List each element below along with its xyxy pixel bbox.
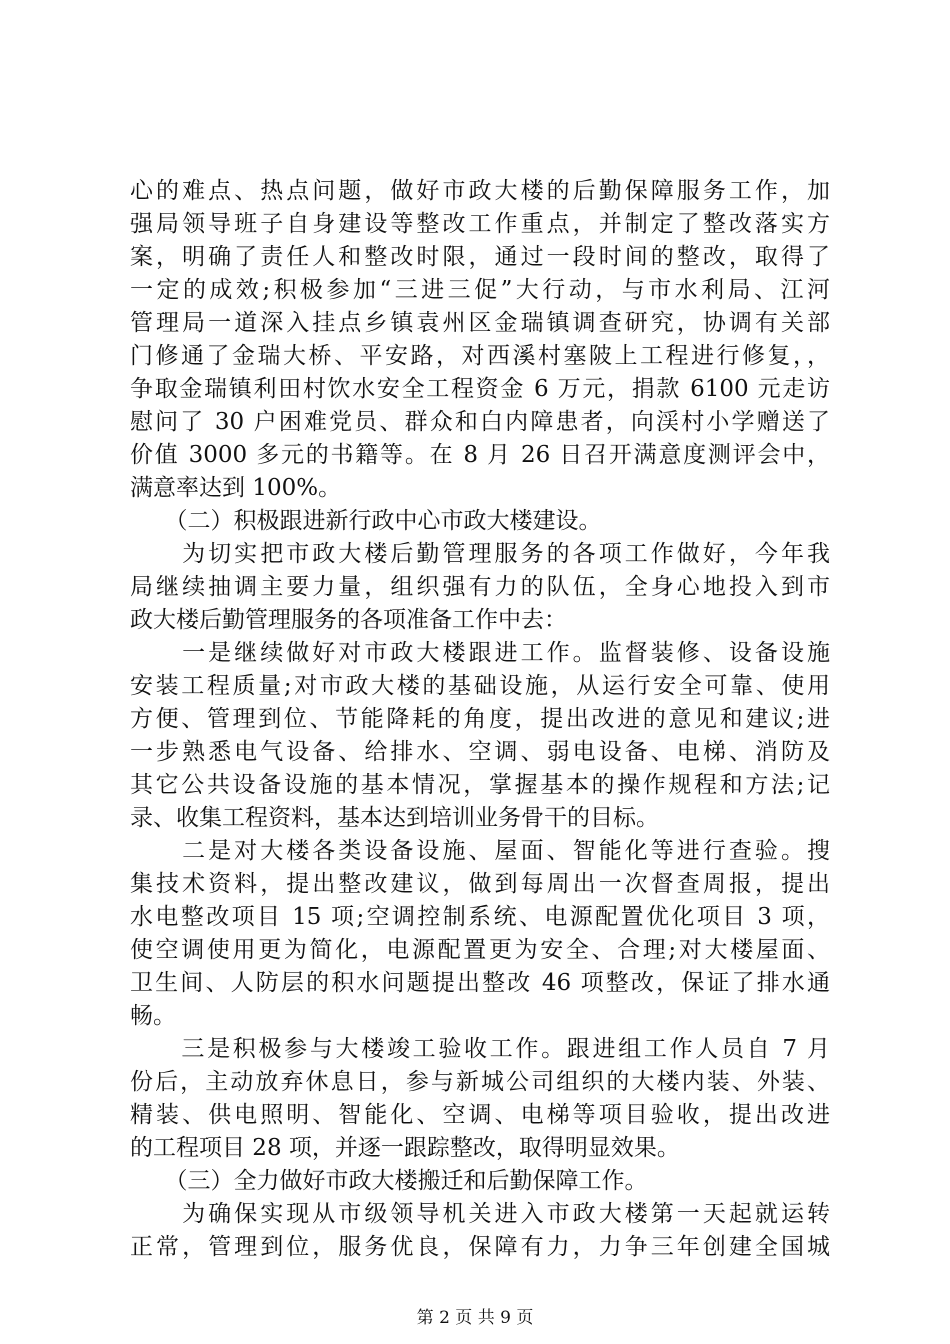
body-text-line: 集技术资料，提出整改建议，做到每周出一次督查周报，提出 — [130, 871, 830, 897]
body-text-line: 慰问了 30 户困难党员、群众和白内障患者，向渓村小学赠送了 — [130, 409, 830, 435]
body-text-line: 方便、管理到位、节能降耗的角度，提出改进的意见和建议;进 — [130, 706, 830, 732]
body-text-line: 卫生间、人防层的积水问题提出整改 46 项整改，保证了排水通 — [130, 970, 830, 996]
body-text-line: 正常，管理到位，服务优良，保障有力，力争三年创建全国城 — [130, 1234, 830, 1260]
body-text-line: 其它公共设备设施的基本情况，掌握基本的操作规程和方法;记 — [130, 772, 830, 798]
body-text-line: 录、收集工程资料，基本达到培训业务骨干的目标。 — [130, 805, 659, 831]
body-text-line: 安装工程质量;对市政大楼的基础设施，从运行安全可靠、使用 — [130, 673, 830, 699]
body-text-line: 畅。 — [130, 1003, 176, 1029]
body-text-line: 精装、供电照明、智能化、空调、电梯等项目验收，提出改进 — [130, 1102, 830, 1128]
body-text-line: 门修通了金瑞大桥、平安路，对西溪村塞陂上工程进行修复，， — [130, 343, 830, 369]
body-text-line: 局继续抽调主要力量，组织强有力的队伍，全身心地投入到市 — [130, 574, 830, 600]
body-text-line: 为切实把市政大楼后勤管理服务的各项工作做好，今年我 — [130, 541, 830, 567]
body-text-line: 二是对大楼各类设备设施、屋面、智能化等进行查验。搜 — [130, 838, 830, 864]
body-text-line: 管理局一道深入挂点乡镇袁州区金瑞镇调查研究，协调有关部 — [130, 310, 830, 336]
body-text-line: 使空调使用更为简化，电源配置更为安全、合理;对大楼屋面、 — [130, 937, 830, 963]
body-text-line: 心的难点、热点问题，做好市政大楼的后勤保障服务工作，加 — [130, 178, 830, 204]
body-text-line: 一定的成效;积极参加“三进三促”大行动，与市水利局、江河 — [130, 277, 830, 303]
section-heading: （二）积极跟进新行政中心市政大楼建设。 — [130, 508, 602, 534]
section-heading: （三）全力做好市政大楼搬迁和后勤保障工作。 — [130, 1168, 648, 1194]
body-text-line: 份后，主动放弃休息日，参与新城公司组织的大楼内装、外装、 — [130, 1069, 830, 1095]
body-text-line: 一是继续做好对市政大楼跟进工作。监督装修、设备设施 — [130, 640, 830, 666]
body-text-line: 争取金瑞镇利田村饮水安全工程资金 6 万元，捐款 6100 元走访 — [130, 376, 830, 402]
body-text-line: 水电整改项目 15 项;空调控制系统、电源配置优化项目 3 项， — [130, 904, 830, 930]
body-text-line: 三是积极参与大楼竣工验收工作。跟进组工作人员自 7 月 — [130, 1036, 830, 1062]
page-number-footer: 第 2 页 共 9 页 — [416, 1308, 534, 1328]
body-text-line: 强局领导班子自身建设等整改工作重点，并制定了整改落实方 — [130, 211, 830, 237]
body-text-line: 价值 3000 多元的书籍等。在 8 月 26 日召开满意度测评会中， — [130, 442, 830, 468]
body-text-line: 政大楼后勤管理服务的各项准备工作中去： — [130, 607, 567, 633]
body-text-line: 满意率达到 100%。 — [130, 475, 342, 501]
body-text-line: 为确保实现从市级领导机关进入市政大楼第一天起就运转 — [130, 1201, 830, 1227]
body-text-line: 一步熟悉电气设备、给排水、空调、弱电设备、电梯、消防及 — [130, 739, 830, 765]
body-text-line: 的工程项目 28 项，并逐一跟踪整改，取得明显效果。 — [130, 1135, 680, 1161]
body-text-line: 案，明确了责任人和整改时限，通过一段时间的整改，取得了 — [130, 244, 830, 270]
